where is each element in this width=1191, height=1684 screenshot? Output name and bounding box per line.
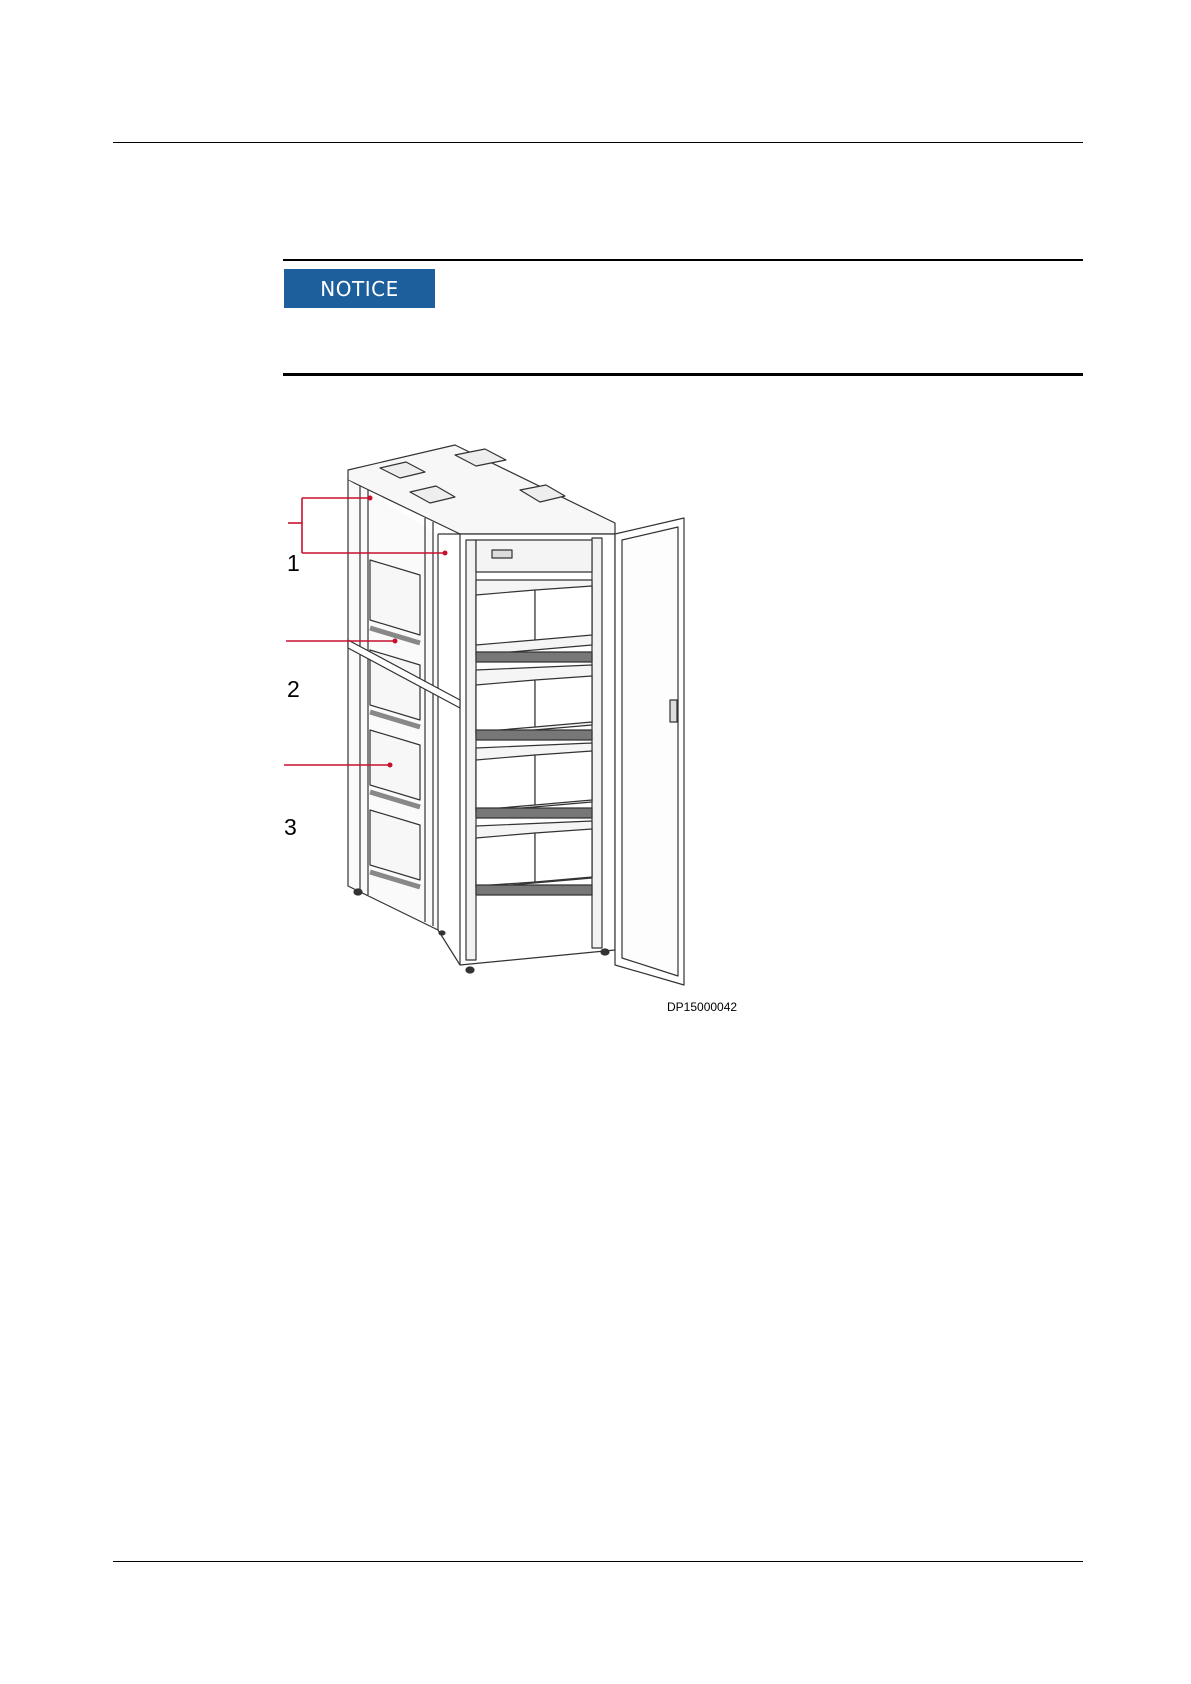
battery-shelf-group [476,580,592,895]
figure-id: DP15000042 [667,1000,738,1014]
header-rule [113,142,1083,143]
notice-label: NOTICE [320,276,399,301]
notice-badge [284,269,435,308]
battery-cabinet-illustration [270,430,750,1020]
callout-number-3: 3 [284,814,297,840]
callout-number-2: 2 [287,676,300,702]
callout-number-1: 1 [287,550,300,576]
notice-bottom-rule [283,373,1083,376]
footer-rule [113,1561,1083,1562]
notice-top-rule [283,259,1083,261]
battery-cabinet-figure [270,430,750,1020]
